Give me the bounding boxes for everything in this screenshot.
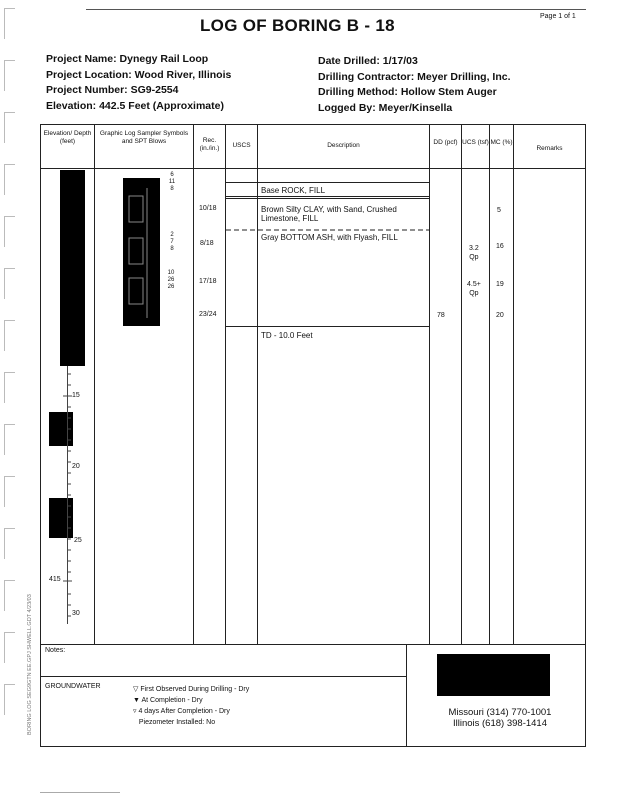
rec-value-4: 23/24 — [199, 311, 217, 318]
ucs-value-2: 3.2 Qp — [469, 245, 479, 261]
water-level-icon: ▿ — [133, 708, 137, 715]
drilling-method: Drilling Method: Hollow Stem Auger — [318, 86, 497, 98]
depth-axis-ticks — [60, 366, 80, 628]
mc-value-1: 5 — [497, 207, 501, 214]
rec-value-3: 17/18 — [199, 278, 217, 285]
project-info-right — [318, 54, 511, 116]
sampler-symbols — [123, 178, 160, 326]
spt-blows-3: 10 26 26 — [167, 270, 175, 290]
groundwater-readings — [133, 684, 249, 728]
depth-label-25: 25 — [74, 537, 82, 544]
margin-file-label: BORING LOG SEG9GTN EE.GPJ SHWELL.GDT 4/23/03 — [27, 594, 33, 735]
mc-value-2: 16 — [496, 243, 504, 250]
col-recovery: Rec. (in./in.) — [199, 137, 220, 152]
gw-at-completion: ▼ At Completion - Dry — [133, 697, 203, 704]
company-contact — [420, 707, 580, 729]
notes-label: Notes: — [45, 647, 66, 654]
col-description: Description — [327, 142, 360, 149]
phone-illinois: Illinois (618) 398-1414 — [452, 718, 547, 729]
project-info-left — [46, 52, 231, 114]
col-remarks: Remarks — [536, 145, 563, 152]
water-level-icon: ▽ — [133, 686, 139, 693]
layer-description-2: Brown Silty CLAY, with Sand, Crushed Limestone, FILL — [261, 205, 397, 223]
logged-by: Logged By: Meyer/Kinsella — [318, 101, 453, 114]
depth-label-15: 15 — [72, 392, 80, 399]
col-ucs: UCS (tsf) — [462, 139, 489, 146]
col-elevation-depth: Elevation/ Depth (feet) — [43, 130, 92, 145]
drilling-contractor: Drilling Contractor: Meyer Drilling, Inc. — [318, 70, 511, 83]
mc-value-3: 19 — [496, 281, 504, 288]
gw-after-completion: ▿ 4 days After Completion - Dry — [133, 708, 230, 715]
ucs-value-3: 4.5+ Qp — [467, 281, 481, 297]
page-title: LOG OF BORING B - 18 — [200, 16, 395, 35]
date-drilled: Date Drilled: 1/17/03 — [318, 55, 418, 67]
project-name: Project Name: Dynegy Rail Loop — [46, 53, 209, 65]
project-elevation: Elevation: 442.5 Feet (Approximate) — [46, 99, 224, 112]
depth-label-30: 30 — [72, 610, 80, 617]
piezometer-status: Piezometer Installed: No — [138, 719, 216, 726]
mc-value-4: 20 — [496, 312, 504, 319]
project-location: Project Location: Wood River, Illinois — [46, 68, 232, 81]
depth-label-20: 20 — [72, 463, 80, 470]
dd-value-4: 78 — [437, 312, 445, 319]
groundwater-label: GROUNDWATER — [45, 683, 101, 690]
total-depth: TD - 10.0 Feet — [261, 331, 313, 340]
phone-missouri: Missouri (314) 770-1001 — [448, 707, 552, 718]
col-graphic-log: Graphic Log Sampler Symbols and SPT Blows — [99, 130, 189, 145]
page-number: Page 1 of 1 — [540, 13, 576, 20]
gw-first-observed: ▽ First Observed During Drilling - Dry — [133, 686, 250, 693]
layer-description-3: Gray BOTTOM ASH, with Flyash, FILL — [261, 233, 398, 242]
redaction-block — [60, 170, 85, 366]
col-uscs: USCS — [232, 142, 251, 149]
spt-blows-1: 6 11 8 — [168, 172, 176, 192]
water-level-icon: ▼ — [133, 697, 140, 704]
col-dry-density: DD (pcf) — [433, 139, 458, 146]
col-moisture: MC (%) — [490, 139, 513, 146]
elevation-label-415: 415 — [49, 576, 61, 583]
rec-value-1: 10/18 — [199, 205, 217, 212]
project-number: Project Number: SG9-2554 — [46, 84, 179, 96]
company-logo-redaction — [437, 654, 550, 696]
spt-blows-2: 2 7 8 — [170, 232, 174, 252]
rec-value-2: 8/18 — [200, 240, 214, 247]
layer-boundary-dashed — [226, 228, 429, 232]
layer-description-1: Base ROCK, FILL — [261, 186, 326, 195]
